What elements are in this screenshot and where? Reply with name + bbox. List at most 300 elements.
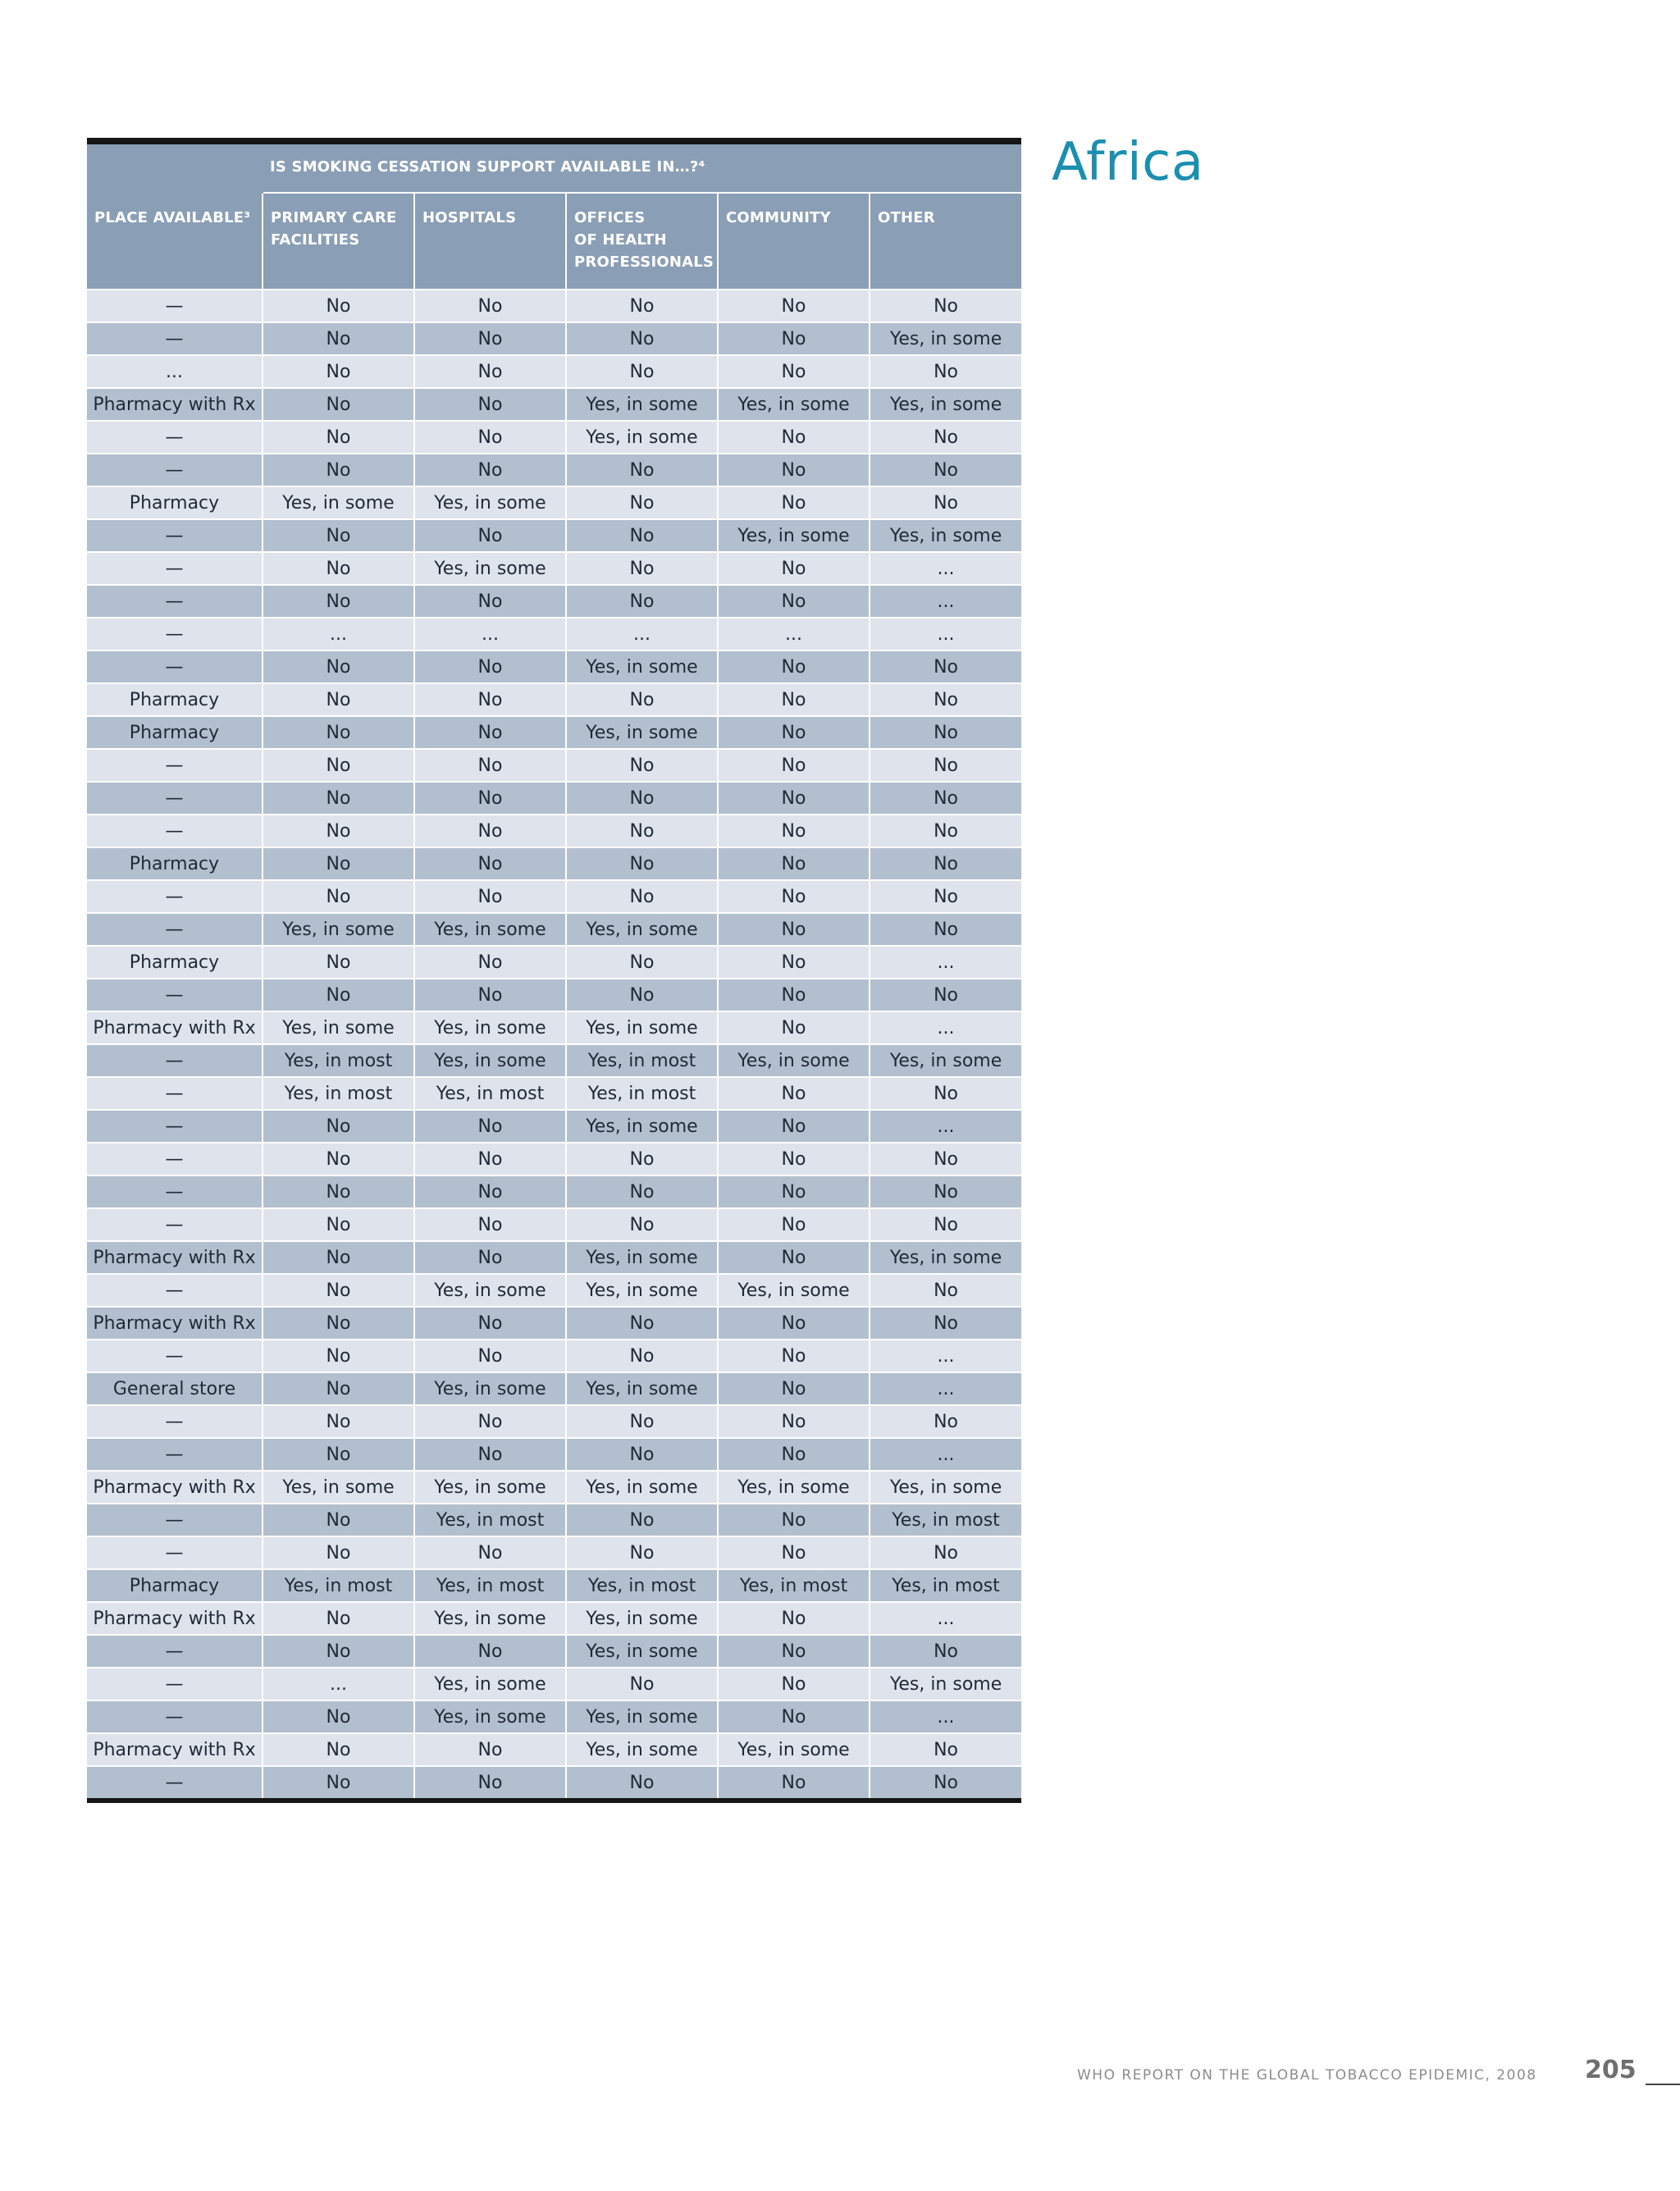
cell-other: ... [870, 1011, 1021, 1044]
table-row [87, 880, 1021, 913]
cell-other: ... [870, 585, 1021, 618]
cell-other: No [870, 1405, 1021, 1438]
cell-place-available: — [87, 1536, 262, 1569]
cell-other: No [870, 1635, 1021, 1668]
table-bottom-rule [87, 1798, 1021, 1803]
cell-primary-care-facilities: Yes, in most [262, 1044, 414, 1077]
table-row [87, 585, 1021, 618]
cell-other: No [870, 650, 1021, 683]
cell-community: No [718, 421, 870, 454]
cell-hospitals: Yes, in some [414, 913, 566, 946]
cell-offices-of-health-professionals: No [566, 1438, 718, 1471]
cell-other: No [870, 454, 1021, 486]
cell-primary-care-facilities: No [262, 322, 414, 355]
cell-offices-of-health-professionals: No [566, 1340, 718, 1372]
column-header-line: PROFESSIONALS [574, 253, 714, 271]
cell-other: No [870, 847, 1021, 880]
table-row [87, 1143, 1021, 1175]
cell-community: No [718, 749, 870, 782]
cell-other: Yes, in most [870, 1569, 1021, 1602]
table-body [87, 290, 1021, 1798]
cell-hospitals: No [414, 1143, 566, 1175]
cell-offices-of-health-professionals: Yes, in some [566, 716, 718, 749]
cessation-table-container [87, 138, 1021, 1803]
cell-other: No [870, 355, 1021, 388]
cell-primary-care-facilities: No [262, 388, 414, 421]
cell-offices-of-health-professionals: Yes, in some [566, 1635, 718, 1668]
cell-community: Yes, in some [718, 388, 870, 421]
table-row [87, 1536, 1021, 1569]
cell-other: No [870, 880, 1021, 913]
cell-other: No [870, 486, 1021, 519]
cell-community: No [718, 880, 870, 913]
cell-primary-care-facilities: Yes, in some [262, 486, 414, 519]
cell-other: No [870, 1536, 1021, 1569]
cell-other: Yes, in some [870, 1668, 1021, 1700]
cell-place-available: — [87, 1700, 262, 1733]
cell-community: No [718, 1536, 870, 1569]
cell-place-available: — [87, 421, 262, 454]
column-header-offices-of-health-professionals [566, 193, 718, 290]
header-group-spacer [87, 144, 262, 193]
cell-hospitals: Yes, in most [414, 1504, 566, 1536]
column-header-line: OF HEALTH [574, 231, 667, 249]
cell-offices-of-health-professionals: No [566, 454, 718, 486]
header-group-row [87, 144, 1021, 193]
cell-hospitals: No [414, 519, 566, 552]
cell-offices-of-health-professionals: No [566, 1504, 718, 1536]
cell-place-available: — [87, 1340, 262, 1372]
cell-primary-care-facilities: No [262, 1175, 414, 1208]
cell-primary-care-facilities: No [262, 519, 414, 552]
cell-place-available: — [87, 585, 262, 618]
cell-hospitals: No [414, 946, 566, 979]
table-row [87, 650, 1021, 683]
cell-hospitals: No [414, 979, 566, 1011]
cell-hospitals: No [414, 355, 566, 388]
cell-other: No [870, 1208, 1021, 1241]
footer-report-title: WHO REPORT ON THE GLOBAL TOBACCO EPIDEMIC, 2008 [1077, 2067, 1537, 2084]
cell-place-available: — [87, 1668, 262, 1700]
cell-hospitals: No [414, 1766, 566, 1798]
table-row [87, 716, 1021, 749]
cell-hospitals: No [414, 322, 566, 355]
cell-community: No [718, 290, 870, 322]
cell-place-available: — [87, 913, 262, 946]
cell-other: No [870, 290, 1021, 322]
cell-community: No [718, 782, 870, 815]
cell-other: Yes, in some [870, 388, 1021, 421]
cell-primary-care-facilities: No [262, 650, 414, 683]
cell-community: No [718, 1241, 870, 1274]
cell-offices-of-health-professionals: No [566, 1405, 718, 1438]
cell-community: No [718, 1635, 870, 1668]
table-row [87, 1569, 1021, 1602]
cell-primary-care-facilities: No [262, 847, 414, 880]
cell-primary-care-facilities: No [262, 1241, 414, 1274]
cell-hospitals: Yes, in some [414, 1372, 566, 1405]
cell-hospitals: Yes, in most [414, 1077, 566, 1110]
cell-primary-care-facilities: No [262, 1635, 414, 1668]
cell-community: No [718, 946, 870, 979]
cell-offices-of-health-professionals: No [566, 519, 718, 552]
cell-other: No [870, 749, 1021, 782]
cell-offices-of-health-professionals: Yes, in some [566, 1241, 718, 1274]
cell-primary-care-facilities: No [262, 683, 414, 716]
cell-hospitals: Yes, in some [414, 1044, 566, 1077]
cell-primary-care-facilities: No [262, 1143, 414, 1175]
cell-offices-of-health-professionals: No [566, 322, 718, 355]
table-row [87, 979, 1021, 1011]
table-row [87, 454, 1021, 486]
cell-hospitals: Yes, in most [414, 1569, 566, 1602]
cell-community: No [718, 1208, 870, 1241]
cell-place-available: Pharmacy with Rx [87, 1602, 262, 1635]
cell-community: Yes, in most [718, 1569, 870, 1602]
cell-hospitals: No [414, 585, 566, 618]
cell-community: Yes, in some [718, 1044, 870, 1077]
cell-place-available: — [87, 1405, 262, 1438]
table-row [87, 1044, 1021, 1077]
cell-community: No [718, 1011, 870, 1044]
cell-offices-of-health-professionals: ... [566, 618, 718, 650]
table-row [87, 1504, 1021, 1536]
cell-offices-of-health-professionals: No [566, 585, 718, 618]
cell-offices-of-health-professionals: No [566, 1208, 718, 1241]
cell-primary-care-facilities: Yes, in some [262, 1471, 414, 1504]
cell-place-available: — [87, 979, 262, 1011]
cell-primary-care-facilities: No [262, 1405, 414, 1438]
cell-hospitals: No [414, 1307, 566, 1340]
table-header [87, 144, 1021, 290]
cell-hospitals: Yes, in some [414, 1274, 566, 1307]
cell-primary-care-facilities: Yes, in some [262, 1011, 414, 1044]
cell-place-available: — [87, 1274, 262, 1307]
cell-other: No [870, 683, 1021, 716]
table-row [87, 519, 1021, 552]
header-columns-row [87, 193, 1021, 290]
table-row [87, 355, 1021, 388]
cell-community: No [718, 1307, 870, 1340]
column-header-line: COMMUNITY [726, 209, 831, 226]
cell-other: No [870, 1143, 1021, 1175]
table-row [87, 946, 1021, 979]
cell-other: No [870, 1733, 1021, 1766]
cell-community: Yes, in some [718, 519, 870, 552]
cell-place-available: — [87, 815, 262, 847]
cell-hospitals: No [414, 847, 566, 880]
cell-hospitals: Yes, in some [414, 1668, 566, 1700]
cell-primary-care-facilities: No [262, 1307, 414, 1340]
cell-offices-of-health-professionals: No [566, 683, 718, 716]
cell-primary-care-facilities: No [262, 1274, 414, 1307]
cell-offices-of-health-professionals: Yes, in most [566, 1044, 718, 1077]
cell-offices-of-health-professionals: No [566, 355, 718, 388]
cell-offices-of-health-professionals: No [566, 1766, 718, 1798]
table-row [87, 749, 1021, 782]
cell-place-available: — [87, 1766, 262, 1798]
cell-other: ... [870, 1340, 1021, 1372]
cell-offices-of-health-professionals: No [566, 749, 718, 782]
cell-primary-care-facilities: No [262, 716, 414, 749]
cell-other: No [870, 1175, 1021, 1208]
cell-community: No [718, 486, 870, 519]
cell-place-available: — [87, 1175, 262, 1208]
cell-primary-care-facilities: No [262, 1766, 414, 1798]
cell-place-available: — [87, 322, 262, 355]
cell-community: No [718, 454, 870, 486]
cell-place-available: — [87, 1208, 262, 1241]
cell-offices-of-health-professionals: Yes, in some [566, 388, 718, 421]
cell-place-available: — [87, 1110, 262, 1143]
cell-offices-of-health-professionals: No [566, 1143, 718, 1175]
column-header-line: OTHER [878, 209, 935, 226]
cell-offices-of-health-professionals: Yes, in some [566, 1471, 718, 1504]
cell-primary-care-facilities: No [262, 1602, 414, 1635]
cell-other: ... [870, 1700, 1021, 1733]
cell-other: No [870, 782, 1021, 815]
cell-other: Yes, in some [870, 519, 1021, 552]
cell-offices-of-health-professionals: No [566, 290, 718, 322]
cell-community: No [718, 979, 870, 1011]
cell-primary-care-facilities: No [262, 1504, 414, 1536]
cell-offices-of-health-professionals: Yes, in most [566, 1077, 718, 1110]
cell-offices-of-health-professionals: Yes, in some [566, 650, 718, 683]
table-row [87, 1110, 1021, 1143]
cell-primary-care-facilities: No [262, 1438, 414, 1471]
cell-place-available: Pharmacy [87, 486, 262, 519]
cell-other: ... [870, 618, 1021, 650]
cell-primary-care-facilities: No [262, 880, 414, 913]
table-row [87, 1766, 1021, 1798]
column-header-line: PLACE AVAILABLE³ [94, 209, 251, 226]
table-row [87, 1733, 1021, 1766]
cell-hospitals: No [414, 1110, 566, 1143]
table-row [87, 1241, 1021, 1274]
cell-place-available: Pharmacy with Rx [87, 1241, 262, 1274]
cell-community: No [718, 1602, 870, 1635]
cell-community: Yes, in some [718, 1274, 870, 1307]
cell-other: ... [870, 946, 1021, 979]
cell-other: Yes, in some [870, 1241, 1021, 1274]
cell-hospitals: Yes, in some [414, 1700, 566, 1733]
cell-hospitals: Yes, in some [414, 1602, 566, 1635]
cell-hospitals: No [414, 1536, 566, 1569]
cell-hospitals: ... [414, 618, 566, 650]
cell-place-available: Pharmacy [87, 683, 262, 716]
cell-hospitals: No [414, 650, 566, 683]
cell-primary-care-facilities: No [262, 1340, 414, 1372]
cell-community: No [718, 913, 870, 946]
cell-place-available: — [87, 552, 262, 585]
cessation-support-table [87, 144, 1021, 1798]
cell-community: Yes, in some [718, 1733, 870, 1766]
cell-other: ... [870, 552, 1021, 585]
table-row [87, 388, 1021, 421]
table-row [87, 1405, 1021, 1438]
cell-hospitals: Yes, in some [414, 1011, 566, 1044]
cell-place-available: — [87, 650, 262, 683]
table-row [87, 1438, 1021, 1471]
cell-community: No [718, 1700, 870, 1733]
region-title: Africa [1052, 132, 1204, 193]
cell-place-available: Pharmacy [87, 946, 262, 979]
table-row [87, 913, 1021, 946]
column-header-community [718, 193, 870, 290]
table-row [87, 1307, 1021, 1340]
cell-community: No [718, 322, 870, 355]
cell-primary-care-facilities: No [262, 1372, 414, 1405]
cell-hospitals: No [414, 421, 566, 454]
table-row [87, 1208, 1021, 1241]
cell-primary-care-facilities: No [262, 1700, 414, 1733]
cell-offices-of-health-professionals: Yes, in some [566, 1602, 718, 1635]
cell-other: ... [870, 1602, 1021, 1635]
cell-hospitals: Yes, in some [414, 486, 566, 519]
cell-community: No [718, 355, 870, 388]
cell-offices-of-health-professionals: Yes, in some [566, 1372, 718, 1405]
table-row [87, 815, 1021, 847]
cell-community: No [718, 650, 870, 683]
cell-primary-care-facilities: ... [262, 1668, 414, 1700]
table-row [87, 486, 1021, 519]
cell-hospitals: No [414, 1733, 566, 1766]
cell-primary-care-facilities: No [262, 815, 414, 847]
cell-community: No [718, 1372, 870, 1405]
cell-place-available: Pharmacy [87, 1569, 262, 1602]
cell-hospitals: No [414, 749, 566, 782]
column-header-line: PRIMARY CARE [271, 209, 397, 226]
cell-hospitals: No [414, 683, 566, 716]
cell-primary-care-facilities: No [262, 585, 414, 618]
table-row [87, 322, 1021, 355]
column-header-hospitals [414, 193, 566, 290]
cell-primary-care-facilities: No [262, 749, 414, 782]
cell-primary-care-facilities: No [262, 421, 414, 454]
cell-place-available: — [87, 749, 262, 782]
cell-community: No [718, 1438, 870, 1471]
table-row [87, 1011, 1021, 1044]
cell-hospitals: No [414, 454, 566, 486]
cell-other: No [870, 1274, 1021, 1307]
cell-primary-care-facilities: No [262, 782, 414, 815]
cell-community: No [718, 1504, 870, 1536]
cell-other: Yes, in some [870, 1044, 1021, 1077]
cell-hospitals: No [414, 1405, 566, 1438]
cell-place-available: — [87, 519, 262, 552]
table-row [87, 421, 1021, 454]
cell-community: No [718, 716, 870, 749]
cell-hospitals: No [414, 388, 566, 421]
cell-offices-of-health-professionals: No [566, 847, 718, 880]
cell-other: No [870, 716, 1021, 749]
page-number: 205 [1585, 2056, 1637, 2084]
cell-other: ... [870, 1438, 1021, 1471]
cell-hospitals: No [414, 1241, 566, 1274]
table-row [87, 1274, 1021, 1307]
table-row [87, 847, 1021, 880]
cell-place-available: ... [87, 355, 262, 388]
cell-hospitals: No [414, 782, 566, 815]
table-row [87, 1602, 1021, 1635]
cell-place-available: — [87, 1077, 262, 1110]
cell-hospitals: No [414, 290, 566, 322]
cell-other: No [870, 421, 1021, 454]
cell-place-available: Pharmacy [87, 847, 262, 880]
cell-community: No [718, 1340, 870, 1372]
table-row [87, 618, 1021, 650]
cell-offices-of-health-professionals: Yes, in some [566, 1274, 718, 1307]
cell-offices-of-health-professionals: Yes, in some [566, 421, 718, 454]
cell-place-available: Pharmacy with Rx [87, 1307, 262, 1340]
cell-place-available: — [87, 1143, 262, 1175]
column-header-other [870, 193, 1021, 290]
cell-primary-care-facilities: Yes, in most [262, 1569, 414, 1602]
cell-primary-care-facilities: No [262, 946, 414, 979]
cell-offices-of-health-professionals: Yes, in some [566, 1011, 718, 1044]
cell-primary-care-facilities: Yes, in most [262, 1077, 414, 1110]
cell-offices-of-health-professionals: No [566, 486, 718, 519]
cell-place-available: — [87, 1438, 262, 1471]
cell-hospitals: Yes, in some [414, 552, 566, 585]
table-row [87, 1340, 1021, 1372]
cell-primary-care-facilities: No [262, 290, 414, 322]
cell-community: No [718, 1110, 870, 1143]
cell-other: ... [870, 1110, 1021, 1143]
cell-place-available: — [87, 290, 262, 322]
cell-offices-of-health-professionals: Yes, in some [566, 913, 718, 946]
cell-community: No [718, 1143, 870, 1175]
cell-hospitals: No [414, 815, 566, 847]
cell-place-available: — [87, 618, 262, 650]
column-header-line: FACILITIES [271, 231, 360, 249]
cell-primary-care-facilities: No [262, 1110, 414, 1143]
cell-hospitals: Yes, in some [414, 1471, 566, 1504]
cell-other: No [870, 1766, 1021, 1798]
cell-hospitals: No [414, 1438, 566, 1471]
column-header-primary-care-facilities [262, 193, 414, 290]
cell-place-available: Pharmacy with Rx [87, 388, 262, 421]
cell-place-available: Pharmacy with Rx [87, 1733, 262, 1766]
table-row [87, 552, 1021, 585]
cell-other: No [870, 1077, 1021, 1110]
cell-community: No [718, 815, 870, 847]
cell-place-available: — [87, 1044, 262, 1077]
cell-offices-of-health-professionals: No [566, 1536, 718, 1569]
cell-primary-care-facilities: No [262, 1733, 414, 1766]
cell-hospitals: No [414, 1635, 566, 1668]
table-row [87, 1700, 1021, 1733]
cell-other: Yes, in some [870, 322, 1021, 355]
cell-hospitals: No [414, 1175, 566, 1208]
cell-other: No [870, 1307, 1021, 1340]
cell-other: ... [870, 1372, 1021, 1405]
table-row [87, 1471, 1021, 1504]
cell-offices-of-health-professionals: No [566, 880, 718, 913]
cell-community: No [718, 1175, 870, 1208]
cell-place-available: — [87, 782, 262, 815]
cell-place-available: Pharmacy [87, 716, 262, 749]
cell-community: No [718, 1766, 870, 1798]
cell-community: No [718, 683, 870, 716]
table-row [87, 782, 1021, 815]
header-group-cessation: IS SMOKING CESSATION SUPPORT AVAILABLE IN…?⁴ [262, 144, 1021, 193]
cell-place-available: Pharmacy with Rx [87, 1011, 262, 1044]
cell-offices-of-health-professionals: No [566, 1307, 718, 1340]
cell-other: Yes, in most [870, 1504, 1021, 1536]
column-header-place-available [87, 193, 262, 290]
cell-place-available: — [87, 880, 262, 913]
